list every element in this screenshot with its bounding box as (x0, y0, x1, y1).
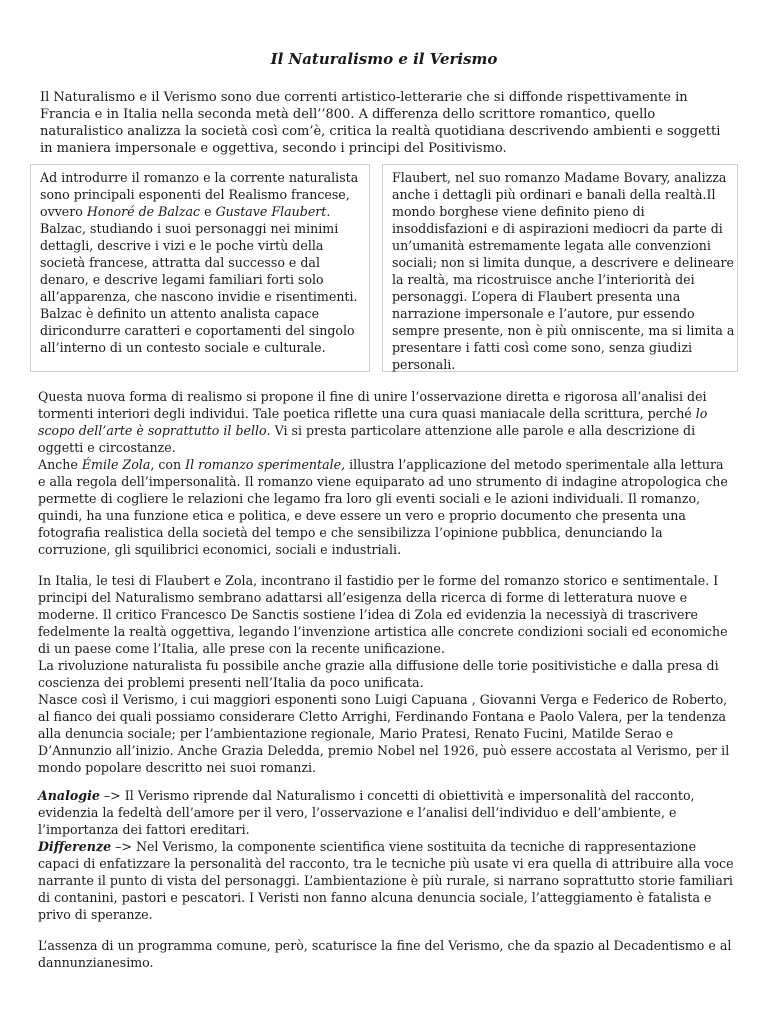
italy-paragraph (38, 572, 734, 776)
right-column-text: Flaubert, nel suo romanzo Madame Bovary, analizza anche i dettagli più ordinari e banali della realtà.Il mondo borghese viene definito pieno di insoddisfazioni e di aspirazioni mediocri da parte di un’umanità estremamente legata alle convenzioni sociali; non si limita dunque, a descrivere e delineare la realtà, ma ricostruisce anche l’interiorità dei personaggi. L’opera di Flaubert presenta una narrazione impersonale e l’autore, pur essendo sempre presente, non è più onniscente, ma si limita a presentare i fatti così come sono, senza giudizi personali. (392, 170, 735, 372)
page-title: Il Naturalismo e il Verismo (270, 50, 498, 68)
left-column-text (40, 169, 366, 356)
realism-text-e: illustra l’applicazione del metodo sperimentale alla lettura e alla regola dell’impersonalità. Il romanzo viene equiparato ad uno strumento di indagine atropologica che permette di cogliere le relazioni che legamo fra loro gli eventi sociali e le azioni individuali. Il romanzo, quindi, ha una funzione etica e politica, e deve essere un vero e proprio documento che presenta una fotografia realistica della società del tempo e che sensibilizza l’opinione pubblica, denunciando la corruzione, gli squilibrici economici, sociali e industriali. (38, 457, 728, 557)
realism-paragraph (38, 388, 734, 558)
art-quote: lo scopo dell’arte è soprattutto il bello (38, 406, 708, 438)
realism-text-d: , con (150, 457, 186, 472)
intro-paragraph: Il Naturalismo e il Verismo sono due correnti artistico-letterarie che si diffonde rispettivamente in Francia e in Italia nella seconda metà dell’’800. A differenza dello scrittore romantico, quello naturalistico analizza la società così com’è, critica la realtà quotidiana descrivendo ambienti e soggetti in maniera impersonale e oggettiva, secondo i principi del Positivismo. (40, 90, 721, 156)
italy-text-a: In Italia, le tesi di Flaubert e Zola, incontrano il fastidio per le forme del romanzo storico e sentimentale. I principi del Naturalismo sembrano adattarsi all’esigenza della ricerca di forme di letteratura nuove e moderne. Il critico Francesco De Sanctis sostiene l’idea di Zola ed evidenzia la necessiyà di trascrivere fedelmente la realtà oggettiva, legando l’invenzione artistica alle concrete condizioni sociali ed economiche di un paese come l’Italia, alle prese con la recente unificazione. (38, 573, 728, 656)
analogie-text: –> Il Verismo riprende dal Naturalismo i concetti di obiettività e impersonalità del racconto, evidenzia la fedeltà dell’amore per il vero, l’osservazione e l’analisi dell’individuo e dell’ambiente, e l’importanza dei fattori ereditari. (38, 788, 695, 837)
left-col-conj: e (200, 204, 216, 219)
left-col-part2: . Balzac, studiando i suoi personaggi nei minimi dettagli, descrive i vizi e le poche virtù della società francese, attratta dal successo e dal denaro, e descrive legami familiari forti solo all’apparenza, che nascono invidie e risentimenti. Balzac è definito un attento analista capace diricondurre caratteri e coportamenti del singolo all’interno di un contesto sociale e culturale. (40, 204, 358, 355)
balzac-name: Honoré de Balzac (86, 204, 201, 219)
italy-text-b: La rivoluzione naturalista fu possibile anche grazie alla diffusione delle torie positivistiche e dalla presa di coscienza dei problemi presenti nell’Italia da poco unificata. (38, 658, 719, 690)
analogie-label: Analogie (38, 788, 100, 803)
realism-text-b: . Vi si presta particolare attenzione alle parole e alla descrizione di oggetti e circostanze. (38, 423, 696, 455)
differenze-text: –> Nel Verismo, la componente scientifica viene sostituita da tecniche di rappresentazione capaci di enfatizzare la personalità del racconto, tra le tecniche più usate vi era quella di attribuire alla voce narrante il punto di vista del personaggi. L’ambientazione è più rurale, si narrano soprattutto storie familiari di contanini, pastori e pescatori. I Veristi non fanno alcuna denuncia sociale, l’atteggiamento è fatalista e privo di speranze. (38, 839, 734, 922)
differenze-label: Differenze (38, 839, 112, 854)
flaubert-name: Gustave Flaubert (215, 204, 327, 219)
zola-name: Émile Zola (81, 457, 151, 472)
comparison-paragraph (38, 787, 734, 923)
realism-text-a: Questa nuova forma di realismo si propone il fine di unire l’osservazione diretta e rigorosa all’analisi dei tormenti interiori degli individui. Tale poetica riflette una cura quasi maniacale della scrittura, perché (38, 389, 707, 421)
book-title: Il romanzo sperimentale, (185, 457, 346, 472)
conclusion-paragraph: L’assenza di un programma comune, però, scaturisce la fine del Verismo, che da spazio al Decadentismo e al dannunzianesimo. (38, 938, 732, 970)
realism-text-c: Anche (38, 457, 82, 472)
italy-text-c: Nasce così il Verismo, i cui maggiori esponenti sono Luigi Capuana , Giovanni Verga e Federico de Roberto, al fianco dei quali possiamo considerare Cletto Arrighi, Ferdinando Fontana e Paolo Valera, per la tendenza alla denuncia sociale; per l’ambientazione regionale, Mario Pratesi, Renato Fucini, Matilde Serao e D’Annunzio all’inizio. Anche Grazia Deledda, premio Nobel nel 1926, può essere accostata al Verismo, per il mondo popolare descritto nei suoi romanzi. (38, 692, 730, 775)
left-col-part1: Ad introdurre il romanzo e la corrente naturalista sono principali esponenti del Realismo francese, ovvero (40, 170, 359, 219)
